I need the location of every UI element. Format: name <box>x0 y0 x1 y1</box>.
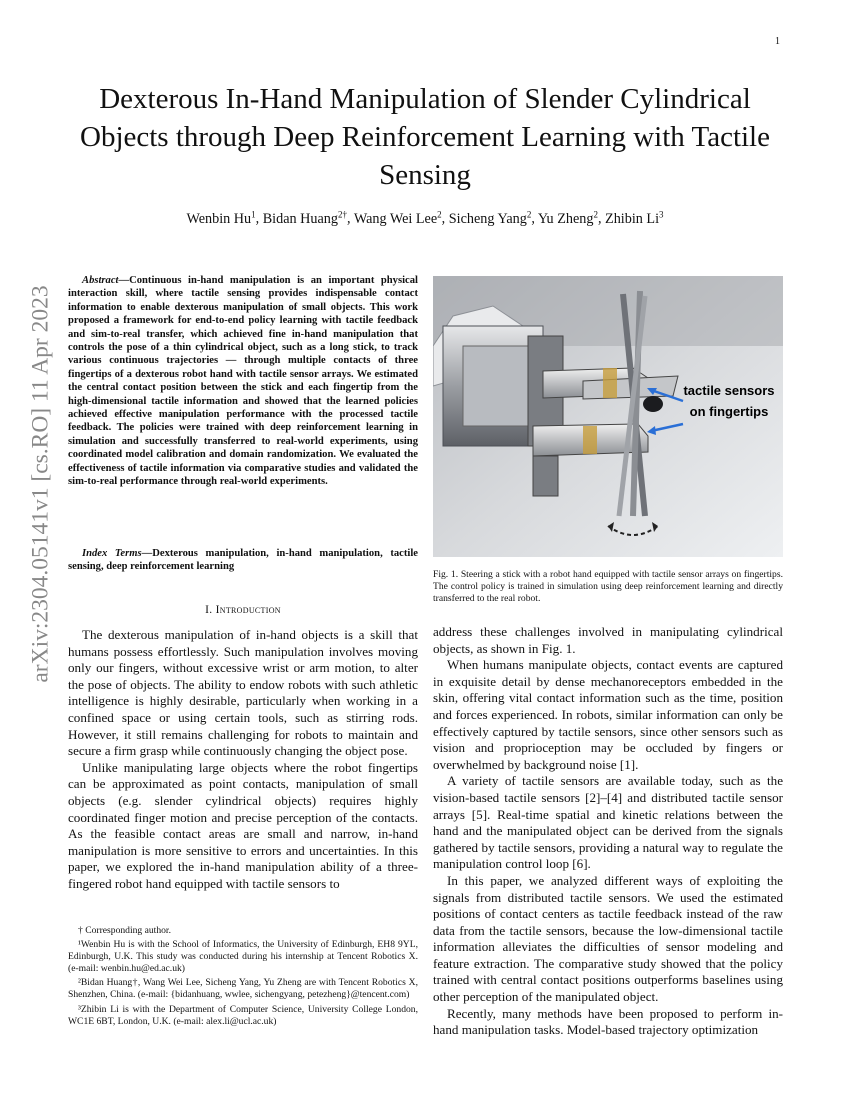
paragraph: address these challenges involved in manipulating cylindrical objects, as shown in Fig. 1. <box>433 624 783 656</box>
figure-caption: Fig. 1. Steering a stick with a robot hand equipped with tactile sensor arrays on fingertips. The control policy is trained in simulation using deep reinforcement learning and directly transferred to the real robot. <box>433 569 783 605</box>
section-heading <box>68 604 418 616</box>
footnote: † Corresponding author. <box>78 925 171 936</box>
right-column-body <box>433 624 783 1039</box>
paragraph: In this paper, we analyzed different ways of exploiting the signals from distributed tactile sensors. We used the estimated positions of contact centers as tactile feedback instead of the raw data from the tactile sensors, because the low-dimensional tactile information alleviates the difficulties of sensor modeling and feature extraction. The comparative study showed that the policy trained with central contact positions outperforms baselines using other perception of the manipulated object. <box>433 872 783 1005</box>
paragraph: Recently, many methods have been proposed to perform in-hand manipulation tasks. Model-based trajectory optimization <box>433 1005 783 1038</box>
paragraph: The dexterous manipulation of in-hand objects is a skill that humans possess effortlessly. Such manipulation involves moving only our fingers, without excessive wrist or arm motion, to alter the pose of objects. The ability to endow robots with such athletic intelligence is highly desirable, particularly when working in a confined space or using certain tools, such as stirring rods. However, it still remains challenging for robots to maintain and secure a firm grasp while continuously changing the object pose. <box>68 627 418 759</box>
arxiv-stamp <box>10 284 72 684</box>
author: Sicheng Yang$^2$ <box>448 209 532 227</box>
intro-body <box>68 627 418 893</box>
abstract-text: —Continuous in-hand manipulation is an important physical interaction skill, where tactile sensing provides indispensable contact information to enable dexterous manipulation of small objects. This work proposed a framework for end-to-end policy learning with tactile feedback and sim-to-real transfer, which achieved fine in-hand manipulation that controls the pose of a thin cylindrical object, such as a long stick, to track various continuous trajectories — through multiple contacts of three fingertips of a dexterous robot hand with tactile sensor arrays. We estimated the central contact position between the stick and each fingertip from the high-dimensional tactile information and showed that the learned policies achieved effective manipulation performance with the processed tactile feedback. The policies were trained with deep reinforcement learning in simulation and successfully transferred to real-world experiments, using coordinated model calibration and domain randomization. We evaluated the effectiveness of tactile information via comparative studies and validated the sim-to-real performance through real-world experiments. <box>68 275 418 488</box>
abstract <box>68 274 418 489</box>
section-number: I. <box>205 604 213 616</box>
figure-photo <box>433 276 783 557</box>
author: Wang Wei Lee$^2$ <box>353 209 442 227</box>
abstract-lead: Abstract <box>82 275 119 286</box>
index-terms <box>68 547 418 574</box>
page-number: 1 <box>775 36 780 47</box>
footnotes <box>68 925 418 1030</box>
arxiv-stamp-text: arXiv:2304.05141v1 [cs.RO] 11 Apr 2023 <box>27 285 54 683</box>
author: Bidan Huang$^{2\dagger}$ <box>262 209 347 227</box>
author: Zhibin Li$^3$ <box>605 209 664 227</box>
paragraph: A variety of tactile sensors are available today, such as the vision-based tactile sensors [2]–[4] and distributed tactile sensor arrays [5]. Real-time spatial and kinetic relations between the hand and the manipulated object can be derived from the signals gathered by tactile sensors, providing a natural way to regulate the manipulation control loop [6]. <box>433 773 783 872</box>
paper-title: Dexterous In-Hand Manipulation of Slender Cylindrical Objects through Deep Reinforcement Learning with Tactile Sensing <box>80 83 770 191</box>
footnote: ¹Wenbin Hu is with the School of Informatics, the University of Edinburgh, EH8 9YL, Edinburgh, U.K. This study was conducted during his internship at Tencent Robotics X. (e-mail: wenbin.hu@ed.ac.uk) <box>68 939 418 975</box>
figure-label: tactile sensors on fingertips <box>683 383 775 419</box>
paragraph: When humans manipulate objects, contact events are captured in exquisite detail by dense mechanoreceptors embedded in the skin, offering vital contact information such as the time, position and forces experienced. In robots, similar information can only be effectively captured by tactile sensors, since other sensors such as vision and proprioception may be occluded by fingers or overwhelmed by background noise [1]. <box>433 657 783 772</box>
author: Wenbin Hu$^1$ <box>186 209 256 227</box>
index-terms-text: —Dexterous manipulation, in-hand manipulation, tactile sensing, deep reinforcement learning <box>68 548 418 573</box>
footnote: ²Bidan Huang†, Wang Wei Lee, Sicheng Yang, Yu Zheng are with Tencent Robotics X, Shenzhen, China. (e-mail: {bidanhuang, wwlee, sichengyang, petezheng}@tencent.com) <box>68 977 418 1001</box>
author-list: Wenbin Hu$^1$, Bidan Huang$^{2\dagger}$, Wang Wei Lee$^2$, Sicheng Yang$^2$, Yu Zheng$^2$, Zhibin Li$^3$ <box>186 209 664 227</box>
paragraph: Unlike manipulating large objects where the robot fingertips can be approximated as point contacts, manipulation of small objects (e.g. slender cylindrical objects) requires highly coordinated finger motion and precise perception of the contacts. As the feasible contact areas are small and narrow, in-hand manipulation is more sensitive to errors and uncertainties. In this paper, we explored the in-hand manipulation ability of a three-fingered robot hand equipped with tactile sensors to <box>68 759 418 891</box>
section-title: Introduction <box>215 604 281 616</box>
author: Yu Zheng$^2$ <box>537 209 598 227</box>
index-terms-lead: Index Terms <box>82 548 142 559</box>
footnote: ³Zhibin Li is with the Department of Computer Science, University College London, WC1E 6BT, London, U.K. (e-mail: alex.li@ucl.ac.uk) <box>68 1003 418 1027</box>
